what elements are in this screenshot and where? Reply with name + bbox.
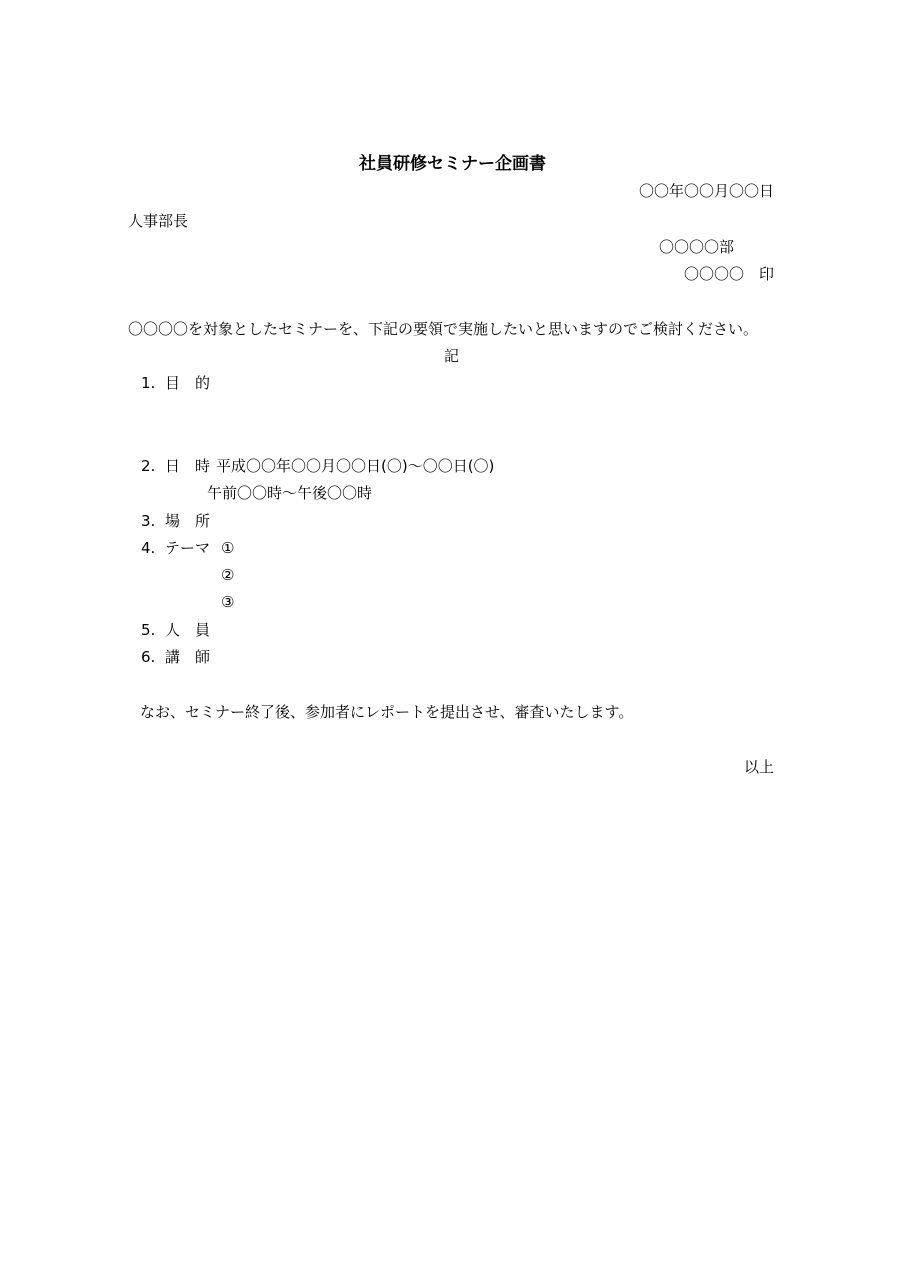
theme-1: ① [221, 539, 235, 557]
item-number: 4. [141, 539, 156, 557]
item-number: 5. [141, 621, 156, 639]
item-attendees [141, 620, 210, 640]
item-theme [141, 538, 210, 558]
item-label: 講 師 [165, 648, 211, 666]
intro-text: 〇〇〇〇を対象としたセミナーを、下記の要領で実施したいと思いますのでご検討ください。 [128, 320, 759, 338]
item-label: 日 時 [165, 457, 211, 475]
document-date: 〇〇年〇〇月〇〇日 [638, 182, 774, 200]
item-number: 2. [141, 457, 156, 475]
item-label: 人 員 [165, 621, 211, 639]
document-title: 社員研修セミナー企画書 [359, 154, 546, 174]
sender-name: 〇〇〇〇 印 [683, 265, 774, 283]
theme-3: ③ [221, 593, 235, 611]
item-purpose [141, 373, 210, 393]
item-datetime-value: 平成〇〇年〇〇月〇〇日(〇)～〇〇日(〇) [216, 457, 495, 475]
item-location [141, 511, 210, 531]
item-number: 3. [141, 512, 156, 530]
sender-department: 〇〇〇〇部 [659, 238, 735, 256]
item-instructor [141, 647, 210, 667]
item-label: テーマ [165, 539, 211, 557]
item-label: 場 所 [165, 512, 211, 530]
item-datetime-time: 午前〇〇時～午後〇〇時 [207, 484, 373, 502]
recipient: 人事部長 [128, 212, 189, 230]
closing-text: 以上 [743, 758, 774, 776]
item-datetime [141, 456, 210, 476]
item-number: 1. [141, 374, 156, 392]
ki-heading: 記 [444, 347, 460, 365]
theme-2: ② [221, 566, 235, 584]
item-label: 目 的 [165, 374, 211, 392]
note-text: なお、セミナー終了後、参加者にレポートを提出させ、審査いたします。 [140, 703, 634, 721]
item-number: 6. [141, 648, 156, 666]
